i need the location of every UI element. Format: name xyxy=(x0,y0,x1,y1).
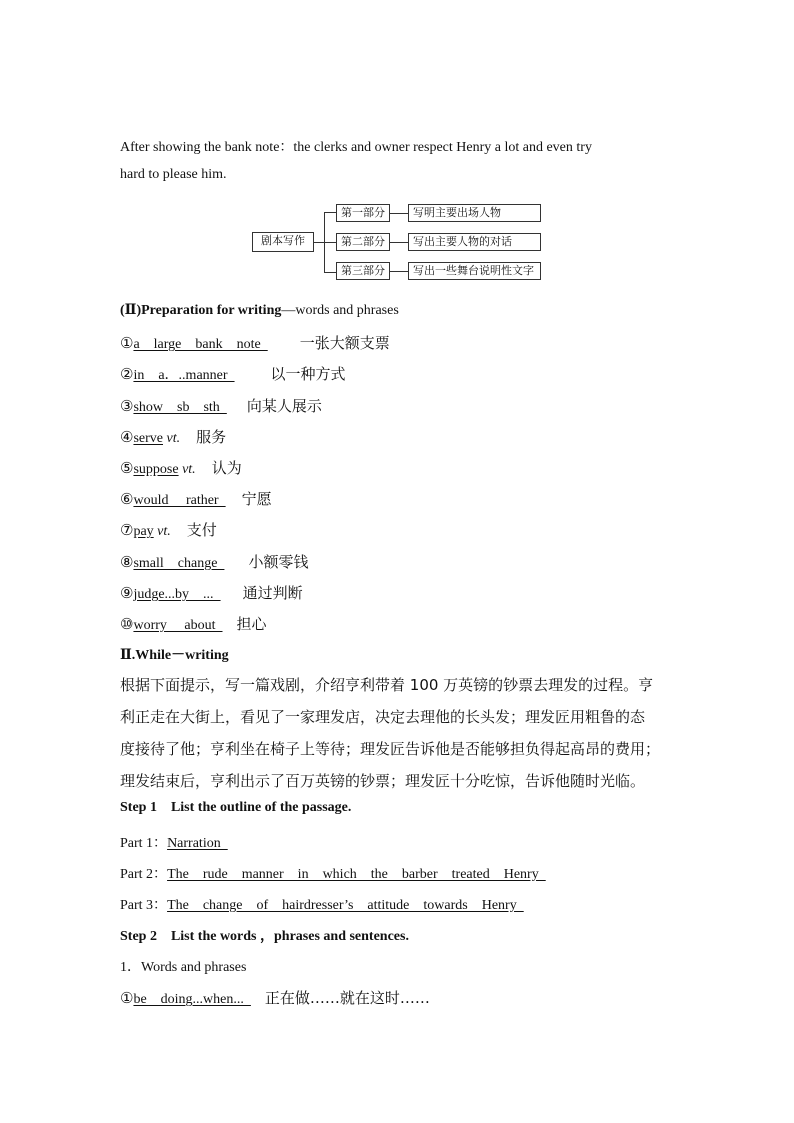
task-paragraph-line-3: 度接待了他；亨利坐在椅子上等待；理发匠告诉他是否能够担负得起高昂的费用； xyxy=(120,740,661,758)
intro-line-2: hard to please him. xyxy=(120,167,227,182)
diagram-branch-2 xyxy=(324,242,336,243)
outline-part xyxy=(120,863,546,883)
item-pos: vt. xyxy=(182,462,196,477)
item-number: ⑥ xyxy=(120,490,134,508)
item-number: ② xyxy=(120,365,134,383)
item-english: in a．..manner xyxy=(133,368,235,383)
item-pos: vt. xyxy=(157,524,171,539)
prep-item xyxy=(120,488,272,509)
diagram-link-2 xyxy=(390,242,408,243)
item-english: pay xyxy=(133,524,154,539)
item-chinese: 服务 xyxy=(196,428,227,446)
outline-part xyxy=(120,894,524,914)
prep-item xyxy=(120,613,267,634)
part-text: The rude manner in which the barber treated Henry xyxy=(167,867,546,882)
item-chinese: 正在做……就在这时…… xyxy=(264,989,430,1007)
item-chinese: 支付 xyxy=(186,521,217,539)
task-paragraph-line-4: 理发结束后，亨利出示了百万英镑的钞票；理发匠十分吃惊，告诉他随时光临。 xyxy=(120,772,646,790)
prep-item xyxy=(120,457,242,478)
diagram-part-3-label: 第三部分 xyxy=(336,262,390,280)
diagram-part-2-label: 第二部分 xyxy=(336,233,390,251)
diagram-part-3-desc: 写出一些舞台说明性文字 xyxy=(408,262,541,280)
item-number: ① xyxy=(120,989,134,1007)
item-number: ⑩ xyxy=(120,615,134,633)
part-label: Part 1： xyxy=(120,836,168,851)
prep-item xyxy=(120,426,226,447)
outline-part xyxy=(120,832,228,852)
item-english: worry about xyxy=(133,618,223,633)
diagram-part-1-desc: 写明主要出场人物 xyxy=(408,204,541,222)
step2-subheading: 1．Words and phrases xyxy=(120,960,247,975)
item-english: serve xyxy=(133,431,163,446)
diagram-part-2-desc: 写出主要人物的对话 xyxy=(408,233,541,251)
part-label: Part 2： xyxy=(120,867,168,882)
item-english: small change xyxy=(133,556,225,571)
item-english: be doing...when... xyxy=(133,992,251,1007)
item-number: ⑧ xyxy=(120,553,134,571)
item-chinese: 担心 xyxy=(236,615,267,633)
item-chinese: 宁愿 xyxy=(241,490,272,508)
diagram-link-1 xyxy=(390,213,408,214)
task-paragraph-line-2: 利正走在大街上，看见了一家理发店，决定去理他的长头发；理发匠用粗鲁的态 xyxy=(120,708,646,726)
diagram-part-1-label: 第一部分 xyxy=(336,204,390,222)
prep-heading xyxy=(120,302,399,319)
prep-item xyxy=(120,395,322,416)
prep-item xyxy=(120,363,346,384)
item-chinese: 认为 xyxy=(211,459,242,477)
step2-heading: Step 2 List the words ，phrases and sentences. xyxy=(120,929,409,944)
item-english: suppose xyxy=(133,462,179,477)
item-pos: vt. xyxy=(166,431,181,446)
prep-item xyxy=(120,519,217,540)
words-item xyxy=(120,987,430,1008)
while-writing-heading: Ⅱ.While－writing xyxy=(120,648,229,663)
prep-item xyxy=(120,332,390,353)
item-number: ① xyxy=(120,334,134,352)
item-chinese: 一张大额支票 xyxy=(299,334,390,352)
item-english: would rather xyxy=(133,493,226,508)
part-text: Narration xyxy=(167,836,228,851)
diagram-link-3 xyxy=(390,271,408,272)
item-english: a large bank note xyxy=(133,337,268,352)
diagram-branch-3 xyxy=(324,272,336,273)
item-chinese: 小额零钱 xyxy=(248,553,309,571)
diagram-branch-1 xyxy=(324,212,336,213)
item-chinese: 以一种方式 xyxy=(270,365,346,383)
prep-item xyxy=(120,551,308,572)
item-chinese: 通过判断 xyxy=(242,584,303,602)
intro-line-1: After showing the bank note：the clerks and owner respect Henry a lot and even try xyxy=(120,140,592,155)
prep-heading-rest: —words and phrases xyxy=(281,303,399,318)
prep-item xyxy=(120,582,303,603)
task-paragraph-line-1: 根据下面提示，写一篇戏剧，介绍亨利带着 100 万英镑的钞票去理发的过程。亨 xyxy=(120,676,654,694)
item-chinese: 向某人展示 xyxy=(246,397,322,415)
diagram-root: 剧本写作 xyxy=(252,232,314,252)
step1-heading: Step 1 List the outline of the passage. xyxy=(120,800,352,815)
part-label: Part 3： xyxy=(120,898,168,913)
item-number: ④ xyxy=(120,428,134,446)
item-number: ③ xyxy=(120,397,134,415)
item-english: judge...by ... xyxy=(133,587,221,602)
item-number: ⑤ xyxy=(120,459,134,477)
prep-heading-bold: (Ⅱ)Preparation for writing xyxy=(120,303,282,318)
item-number: ⑦ xyxy=(120,521,134,539)
item-number: ⑨ xyxy=(120,584,134,602)
diagram-connector xyxy=(314,242,324,243)
part-text: The change of hairdresser’s attitude towards Henry xyxy=(167,898,524,913)
item-english: show sb sth xyxy=(133,400,227,415)
